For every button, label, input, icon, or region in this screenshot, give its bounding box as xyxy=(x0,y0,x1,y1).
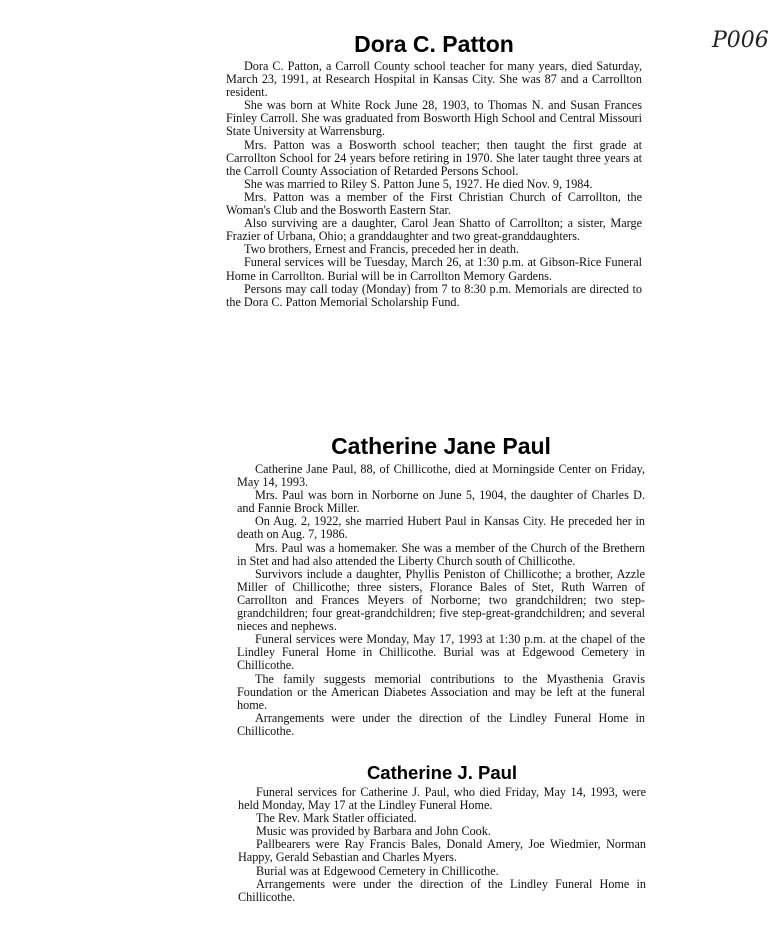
obituary-dora-patton xyxy=(226,30,642,309)
obituary-heading: Catherine J. Paul xyxy=(366,762,518,783)
obituary-paragraph: Funeral services for Catherine J. Paul, who died Friday, May 14, 1993, were held Monday, May 17 at the Lindley Funeral Home. xyxy=(238,785,646,813)
obituary-heading: Catherine Jane Paul xyxy=(331,433,551,459)
obituary-paragraph: Catherine Jane Paul, 88, of Chillicothe, died at Morningside Center on Friday, May 14, 1993. xyxy=(237,462,645,490)
obituary-paragraph: Music was provided by Barbara and John Cook. xyxy=(256,824,491,839)
obituary-paragraph: Arrangements were under the direction of the Lindley Funeral Home in Chillicothe. xyxy=(238,876,646,904)
obituary-heading: Dora C. Patton xyxy=(354,31,514,57)
obituary-paragraph: Mrs. Paul was born in Norborne on June 5, 1904, the daughter of Charles D. and Fannie Brock Miller. xyxy=(237,488,645,516)
obituary-paragraph: Survivors include a daughter, Phyllis Peniston of Chillicothe; a brother, Azzle Miller of Chillicothe; three sisters, Florance Bales of Stet, Ruth Warren of Carrollton and Frances Meyers of Norborne; two grandchildren; two step-grandchildren; four great-grandchildren; five step-great-grandchildren; and several nieces and nephews. xyxy=(237,566,645,634)
obituary-paragraph: Two brothers, Ernest and Francis, preceded her in death. xyxy=(244,242,519,257)
obituary-paragraph: Pallbearers were Ray Francis Bales, Donald Amery, Joe Wiedmier, Norman Happy, Gerald Sebastian and Charles Myers. xyxy=(238,837,646,865)
obituary-paragraph: Mrs. Patton was a Bosworth school teacher; then taught the first grade at Carrollton School for 24 years before retiring in 1970. She later taught three years at the Carroll County Association of Retarded Persons School. xyxy=(226,137,642,178)
obituary-paragraph: Mrs. Paul was a homemaker. She was a member of the Church of the Brethern in Stet and had also attended the Liberty Church south of Chillicothe. xyxy=(237,540,645,568)
obituary-paragraph: Arrangements were under the direction of the Lindley Funeral Home in Chillicothe. xyxy=(237,710,645,738)
obituary-paragraph: Also surviving are a daughter, Carol Jean Shatto of Carrollton; a sister, Marge Frazier of Urbana, Ohio; a granddaughter and two great-granddaughters. xyxy=(226,216,642,244)
obituary-paragraph: On Aug. 2, 1922, she married Hubert Paul in Kansas City. He preceded her in death on Aug. 7, 1986. xyxy=(237,514,645,542)
obituary-paragraph: The family suggests memorial contributions to the Myasthenia Gravis Foundation or the American Diabetes Association and may be left at the funeral home. xyxy=(237,671,645,712)
obituary-paragraph: Dora C. Patton, a Carroll County school teacher for many years, died Saturday, March 23, 1991, at Research Hospital in Kansas City. She was 87 and a Carrollton resident. xyxy=(226,59,642,100)
obituary-paragraph: Persons may call today (Monday) from 7 to 8:30 p.m. Memorials are directed to the Dora C. Patton Memorial Scholarship Fund. xyxy=(226,281,642,309)
obituary-paragraph: She was married to Riley S. Patton June 5, 1927. He died Nov. 9, 1984. xyxy=(244,176,593,191)
obituary-paragraph: The Rev. Mark Statler officiated. xyxy=(256,811,417,826)
obituary-catherine-jane-paul xyxy=(237,432,645,738)
obituary-paragraph: She was born at White Rock June 28, 1903, to Thomas N. and Susan Frances Finley Carroll. She was graduated from Bosworth High School and Central Missouri State University at Warrensburg. xyxy=(226,98,642,139)
obituary-catherine-j-paul xyxy=(238,762,646,904)
obituary-paragraph: Mrs. Patton was a member of the First Christian Church of Carrollton, the Woman's Club and the Bosworth Eastern Star. xyxy=(226,189,642,218)
obituary-paragraph: Funeral services will be Tuesday, March 26, at 1:30 p.m. at Gibson-Rice Funeral Home in Carrollton. Burial will be in Carrollton Memory Gardens. xyxy=(226,255,642,283)
obituary-paragraph: Funeral services were Monday, May 17, 1993 at 1:30 p.m. at the chapel of the Lindley Funeral Home in Chillicothe. Burial was at Edgewood Cemetery in Chillicothe. xyxy=(237,632,645,673)
page-mark: P006 xyxy=(712,28,769,53)
obituary-paragraph: Burial was at Edgewood Cemetery in Chillicothe. xyxy=(256,863,499,878)
